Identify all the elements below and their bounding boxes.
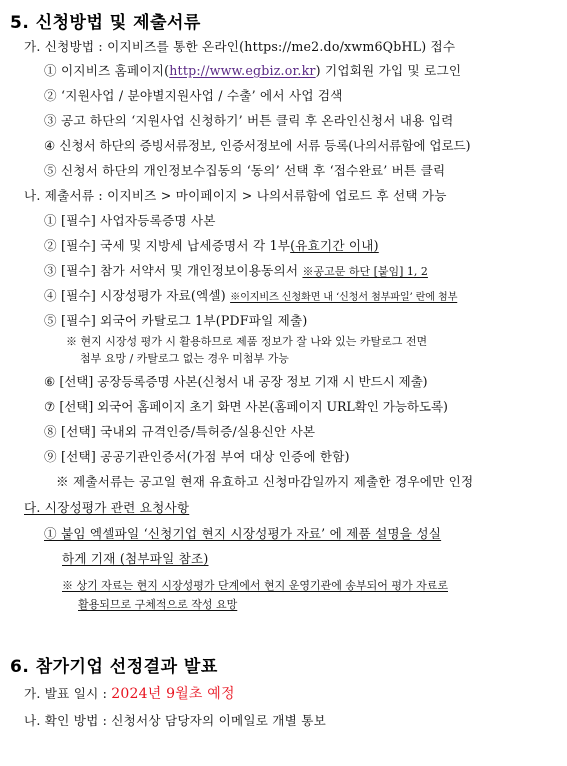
catalog-note-line2: 첨부 요망 / 카탈로그 없는 경우 미첨부 가능 — [80, 352, 289, 365]
doc-item-1-text: [필수] 사업자등록증명 사본 — [56, 213, 216, 228]
doc-item-3-underline: ※공고문 하단 [붙임] 1, 2 — [302, 265, 428, 278]
doc-item-4-num: ④ — [44, 288, 57, 303]
doc-item-5 — [44, 313, 308, 329]
step-5-text: 신청서 하단의 개인정보수집동의 ‘동의’ 선택 후 ‘접수완료’ 버튼 클릭 — [56, 163, 446, 178]
doc-item-3-text: [필수] 참가 서약서 및 개인정보이용동의서 — [56, 263, 303, 278]
step-1-post: ) 기업회원 가입 및 로그인 — [315, 63, 462, 78]
doc-item-7-text: [선택] 외국어 홈페이지 초기 화면 사본(홈페이지 URL확인 가능하도록) — [55, 399, 448, 414]
doc-item-7 — [44, 399, 448, 415]
doc-item-8 — [44, 424, 315, 440]
step-1-num: ① — [44, 63, 57, 78]
step-3-num: ③ — [44, 113, 57, 128]
doc-item-8-text: [선택] 국내외 규격인증/특허증/실용신안 사본 — [56, 424, 316, 439]
doc-item-3 — [44, 263, 428, 280]
application-method: 가. 신청방법 : 이지비즈를 통한 온라인(https://me2.do/xwm6QbHL) 접수 — [24, 39, 456, 54]
documents-heading: 나. 제출서류 : 이지비즈 > 마이페이지 > 나의서류함에 업로드 후 선택 가능 — [24, 188, 447, 203]
doc-item-6 — [44, 374, 428, 390]
section6-title: 6. 참가기업 선정결과 발표 — [10, 657, 218, 677]
step-2-text: ‘지원사업 / 분야별지원사업 / 수출’ 에서 사업 검색 — [56, 88, 343, 103]
doc-item-2-underline: (유효기간 이내) — [290, 238, 379, 253]
doc-item-2-num: ② — [44, 238, 57, 253]
request-note-line2: 활용되므로 구체적으로 작성 요망 — [78, 598, 238, 611]
doc-item-5-num: ⑤ — [44, 313, 57, 328]
step-3-text: 공고 하단의 ‘지원사업 신청하기’ 버튼 클릭 후 온라인신청서 내용 입력 — [56, 113, 454, 128]
catalog-note-line1: ※ 현지 시장성 평가 시 활용하므로 제품 정보가 잘 나와 있는 카탈로그 전면 — [66, 335, 428, 348]
announcement-date — [24, 686, 235, 702]
doc-item-9 — [44, 449, 350, 465]
confirmation-method: 나. 확인 방법 : 신청서상 담당자의 이메일로 개별 통보 — [24, 713, 326, 728]
step-1 — [44, 63, 461, 79]
step-3 — [44, 113, 453, 129]
step-4 — [44, 138, 470, 154]
doc-item-8-num: ⑧ — [44, 424, 57, 439]
doc-item-9-num: ⑨ — [44, 449, 57, 464]
doc-item-2 — [44, 238, 379, 254]
doc-item-6-text: [선택] 공장등록증명 사본(신청서 내 공장 정보 기재 시 반드시 제출) — [55, 374, 428, 389]
doc-item-2-text: [필수] 국세 및 지방세 납세증명서 각 1부 — [56, 238, 291, 253]
step-2-num: ② — [44, 88, 57, 103]
doc-item-6-num: ⑥ — [44, 374, 56, 389]
evaluation-request-heading: 다. 시장성평가 관련 요청사항 — [24, 500, 190, 515]
announcement-date-value: 2024년 9월초 예정 — [111, 686, 235, 702]
step-4-text: 신청서 하단의 증빙서류정보, 인증서정보에 서류 등록(나의서류함에 업로드) — [55, 138, 471, 153]
doc-item-3-num: ③ — [44, 263, 57, 278]
doc-item-5-text: [필수] 외국어 카탈로그 1부(PDF파일 제출) — [56, 313, 308, 328]
egbiz-link[interactable]: http://www.egbiz.or.kr — [169, 63, 316, 78]
request-note-line1: ※ 상기 자료는 현지 시장성평가 단계에서 현지 운영기관에 송부되어 평가 자료로 — [62, 579, 448, 592]
doc-item-4 — [44, 288, 457, 306]
step-2 — [44, 88, 343, 104]
doc-item-1-num: ① — [44, 213, 57, 228]
step-5-num: ⑤ — [44, 163, 57, 178]
step-4-num: ④ — [44, 138, 56, 153]
request-item-1-line1: ① 붙임 엑셀파일 ‘신청기업 현지 시장성평가 자료’ 에 제품 설명을 성실 — [44, 526, 442, 541]
announcement-date-label: 가. 발표 일시 : — [24, 686, 112, 701]
submission-note: ※ 제출서류는 공고일 현재 유효하고 신청마감일까지 제출한 경우에만 인정 — [56, 474, 474, 489]
request-item-1-line2: 하게 기재 (첨부파일 참조) — [62, 551, 209, 566]
doc-item-4-underline: ※이지비즈 신청화면 내 ‘신청서 첨부파일’ 란에 첨부 — [230, 292, 458, 303]
step-5 — [44, 163, 445, 179]
doc-item-7-num: ⑦ — [44, 399, 56, 414]
doc-item-1 — [44, 213, 216, 229]
step-1-pre: 이지비즈 홈페이지( — [56, 63, 170, 78]
doc-item-4-text: [필수] 시장성평가 자료(엑셀) — [56, 288, 231, 303]
section5-title: 5. 신청방법 및 제출서류 — [10, 13, 201, 33]
doc-item-9-text: [선택] 공공기관인증서(가점 부여 대상 인증에 한함) — [56, 449, 350, 464]
